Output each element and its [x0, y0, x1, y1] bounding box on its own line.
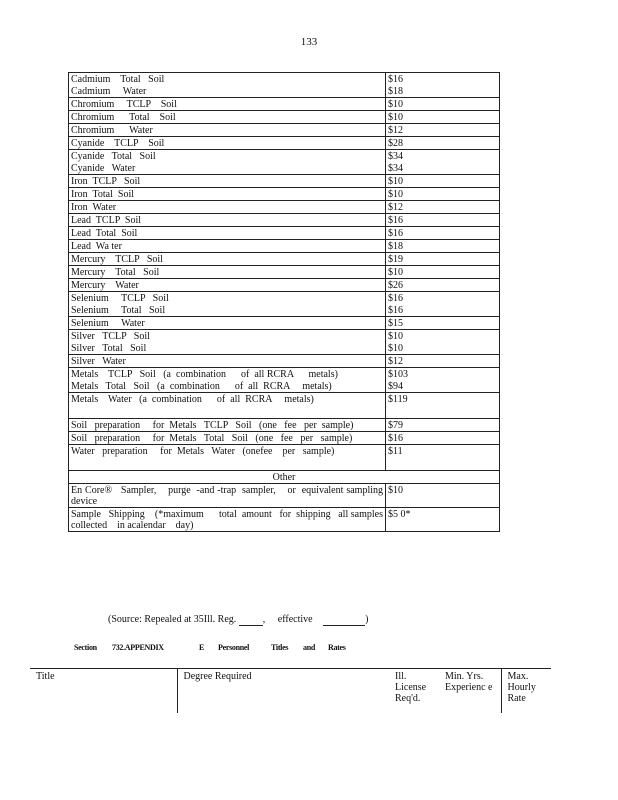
personnel-table-header-row	[30, 669, 551, 714]
fee-row	[69, 201, 500, 214]
fee-item: Mercury Water	[69, 279, 386, 292]
section-and: and	[303, 643, 315, 652]
fee-amount: $94	[386, 380, 500, 393]
fee-row	[69, 330, 500, 343]
source-blank-date	[323, 614, 365, 626]
fee-row	[69, 162, 500, 175]
fee-amount: $19	[386, 253, 500, 266]
fee-row	[69, 85, 500, 98]
fee-item: En Core® Sampler, purge -and -trap sampler, or equivalent sampling device	[69, 484, 386, 508]
source-blank-volume	[239, 614, 263, 626]
fee-row	[69, 111, 500, 124]
fee-amount: $10	[386, 266, 500, 279]
header-min-years: Min. Yrs. Experienc e	[445, 671, 493, 693]
fee-row	[69, 73, 500, 86]
header-license: Ill. License Req'd.	[395, 671, 427, 704]
fee-amount: $119	[386, 393, 500, 406]
fee-item: Cadmium Total Soil	[69, 73, 386, 86]
fee-amount: $16	[386, 432, 500, 445]
fee-amount: $26	[386, 279, 500, 292]
fee-row	[69, 457, 500, 471]
fee-item: Cadmium Water	[69, 85, 386, 98]
fee-amount: $28	[386, 137, 500, 150]
fee-row	[69, 508, 500, 532]
fee-item: Metals TCLP Soil (a combination of all RCRA metals)	[69, 368, 386, 381]
fee-item: Silver TCLP Soil	[69, 330, 386, 343]
fee-amount: $16	[386, 227, 500, 240]
fee-amount: $12	[386, 355, 500, 368]
fee-item: Mercury Total Soil	[69, 266, 386, 279]
source-prefix: (Source: Repealed at 35Ill. Reg.	[108, 614, 237, 625]
fee-item: Metals Water (a combination of all RCRA metals)	[69, 393, 386, 406]
section-personnel: Personnel	[218, 643, 250, 652]
fee-row	[69, 419, 500, 432]
section-word: Section	[74, 643, 97, 652]
source-comma: ,	[262, 614, 276, 625]
fee-amount: $12	[386, 201, 500, 214]
fee-row	[69, 432, 500, 445]
fee-row	[69, 292, 500, 305]
fee-row	[69, 484, 500, 508]
fee-item: Iron TCLP Soil	[69, 175, 386, 188]
fee-item: Selenium TCLP Soil	[69, 292, 386, 305]
fee-item	[69, 405, 386, 419]
fee-amount: $10	[386, 330, 500, 343]
fee-item: Lead Wa ter	[69, 240, 386, 253]
personnel-rates-table	[30, 668, 551, 713]
fee-row	[69, 342, 500, 355]
fee-table-body	[69, 73, 500, 532]
fee-row	[69, 98, 500, 111]
fee-item: Water preparation for Metals Water (onefee per sample)	[69, 445, 386, 458]
fee-item: Soil preparation for Metals TCLP Soil (one fee per sample)	[69, 419, 386, 432]
source-close: )	[365, 614, 369, 625]
fee-row	[69, 124, 500, 137]
fee-amount: $16	[386, 304, 500, 317]
fee-amount	[386, 405, 500, 419]
section-e: E	[199, 643, 205, 652]
fee-amount: $10	[386, 98, 500, 111]
fee-amount: $10	[386, 342, 500, 355]
fee-row	[69, 317, 500, 330]
header-max-rate: Max. Hourly Rate	[501, 669, 551, 714]
fee-row	[69, 393, 500, 406]
fee-item: Iron Water	[69, 201, 386, 214]
fee-item: Cyanide Total Soil	[69, 150, 386, 163]
fee-amount: $10	[386, 175, 500, 188]
fee-item: Iron Total Soil	[69, 188, 386, 201]
fee-row	[69, 304, 500, 317]
fee-item: Cyanide TCLP Soil	[69, 137, 386, 150]
fee-row	[69, 405, 500, 419]
section-titles: Titles	[271, 643, 289, 652]
header-degree: Degree Required	[177, 669, 389, 714]
fee-item: Silver Water	[69, 355, 386, 368]
fee-row	[69, 175, 500, 188]
fee-row	[69, 188, 500, 201]
fee-item: Chromium Water	[69, 124, 386, 137]
fee-item: Sample Shipping (*maximum total amount for shipping all samples collected in acalendar day)	[69, 508, 386, 532]
section-number: 732.APPENDIX	[112, 643, 164, 652]
fee-item: Chromium Total Soil	[69, 111, 386, 124]
header-title: Title	[36, 671, 55, 682]
fee-item: Selenium Water	[69, 317, 386, 330]
fee-amount: $18	[386, 240, 500, 253]
fee-amount: $10	[386, 484, 500, 508]
fee-item: Silver Total Soil	[69, 342, 386, 355]
fee-row	[69, 368, 500, 381]
section-rates: Rates	[328, 643, 346, 652]
fee-table	[68, 72, 500, 532]
source-note	[108, 614, 368, 626]
fee-item: Mercury TCLP Soil	[69, 253, 386, 266]
fee-amount: $16	[386, 214, 500, 227]
fee-amount: $10	[386, 111, 500, 124]
fee-row	[69, 227, 500, 240]
fee-amount: $103	[386, 368, 500, 381]
fee-row	[69, 279, 500, 292]
fee-row	[69, 445, 500, 458]
fee-amount: $79	[386, 419, 500, 432]
fee-row	[69, 150, 500, 163]
fee-row	[69, 214, 500, 227]
fee-item: Lead Total Soil	[69, 227, 386, 240]
source-effective: effective	[277, 614, 313, 625]
fee-amount: $34	[386, 150, 500, 163]
page-number: 133	[300, 36, 318, 48]
fee-item: Chromium TCLP Soil	[69, 98, 386, 111]
fee-item	[69, 457, 386, 471]
fee-amount: $16	[386, 292, 500, 305]
fee-amount: $5 0*	[386, 508, 500, 532]
fee-amount: $16	[386, 73, 500, 86]
fee-item: Metals Total Soil (a combination of all RCRA metals)	[69, 380, 386, 393]
fee-row	[69, 137, 500, 150]
fee-item: Selenium Total Soil	[69, 304, 386, 317]
fee-row	[69, 253, 500, 266]
fee-amount: $15	[386, 317, 500, 330]
other-heading: Other	[69, 471, 500, 484]
fee-row	[69, 266, 500, 279]
fee-row	[69, 355, 500, 368]
fee-row	[69, 380, 500, 393]
other-heading-row	[69, 471, 500, 484]
fee-item: Lead TCLP Soil	[69, 214, 386, 227]
fee-row	[69, 240, 500, 253]
fee-amount: $18	[386, 85, 500, 98]
fee-amount: $12	[386, 124, 500, 137]
fee-amount: $10	[386, 188, 500, 201]
fee-amount	[386, 457, 500, 471]
fee-item: Cyanide Water	[69, 162, 386, 175]
fee-amount: $11	[386, 445, 500, 458]
fee-amount: $34	[386, 162, 500, 175]
fee-item: Soil preparation for Metals Total Soil (one fee per sample)	[69, 432, 386, 445]
